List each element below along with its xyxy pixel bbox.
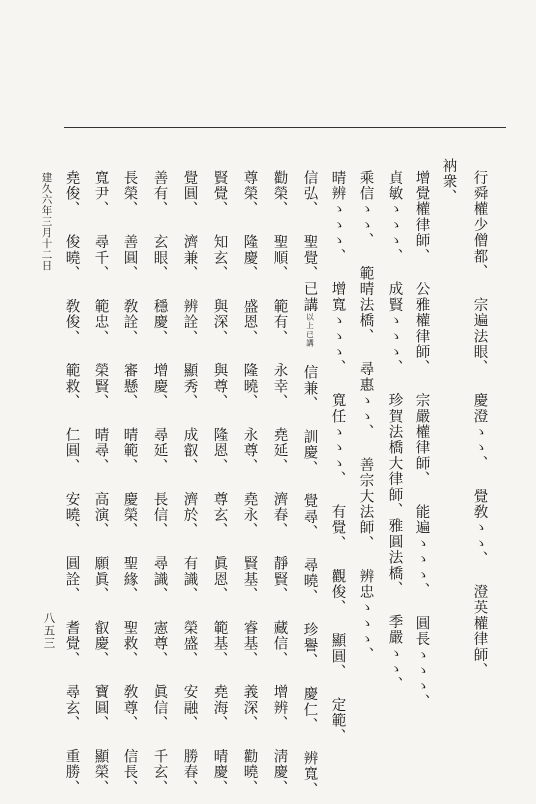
text-column-11: 覺圓、 濟兼、 辨詮、 顯秀、 成叡、 濟於、 有識、 榮盛、 安融、 勝春、 bbox=[181, 170, 198, 796]
column-7-part-a: 信弘、 聖覺、已講 bbox=[301, 170, 318, 313]
text-column-1: 行舜權少僧都、 宗遍法眼、 慶澄ゝゝ、 覺敎ゝゝ、 澄英權律師、 bbox=[471, 170, 488, 679]
document-date: 建久六年三月十二日 bbox=[40, 172, 53, 271]
text-column-2: 衲衆、 bbox=[440, 158, 457, 206]
text-column-3: 增覺權律師、 公雅權律師、 宗嚴權律師、 能遍ゝゝゝ、 圓長ゝゝゝ、 bbox=[413, 170, 430, 710]
text-column-13: 長榮、 善圓、 敎詮、 審懸、 晴範、 慶榮、 聖緣、 聖救、 敎尊、 信長、 bbox=[121, 170, 138, 796]
text-column-14: 寬尹、 尋千、 範忠、 榮賢、 晴尋、 高演、 願眞、 叡慶、 寶圓、 顯榮、 bbox=[92, 170, 109, 796]
text-column-6: 晴辨ゝゝゝ、 增寬ゝゝゝ、 寬任ゝゝゝ、 有覺、 觀俊、 顯圓、 定範、 bbox=[329, 170, 346, 745]
text-column-5: 乘信ゝゝ、 範晴法橋、 尋惠ゝゝ、 善宗大法師、 辨忠ゝゝゝ、 bbox=[357, 170, 374, 663]
text-column-4: 貞敏ゝゝゝ、 成賢ゝゝゝ、 珍賀法橋大律師、雅圓法橋、 季嚴ゝゝ、 bbox=[386, 170, 403, 693]
text-column-9: 尊榮、 隆慶、 盛恩、 隆曉、 永尊、 堯永、 賢基、 睿基、 義深、 勸曉、 bbox=[241, 170, 258, 796]
text-column-15: 堯俊、 俊曉、 敎俊、 範救、 仁圓、 安曉、 圓詮、 耆覺、 尋玄、 重勝、 bbox=[63, 170, 80, 796]
top-rule bbox=[64, 127, 506, 128]
text-column-10: 賢覺、 知玄、 與深、 與尊、 隆恩、 尊玄、 眞恩、 範基、 堯海、 晴慶、 bbox=[211, 170, 228, 796]
text-column-7 bbox=[302, 170, 317, 798]
text-column-8: 勸榮、 聖順、 範有、 永幸、 堯延、 濟春、 靜賢、 藏信、 增辨、 淸慶、 bbox=[271, 170, 288, 796]
page-number: 八五三 bbox=[42, 612, 57, 650]
text-column-12: 善有、 玄眼、 穩慶、 增慶、 尋延、 長信、 尋識、 憲尊、 眞信、 千玄、 bbox=[151, 170, 168, 796]
lecture-note: 以上已講 bbox=[305, 312, 315, 348]
column-7-part-b: 信兼、 訓慶、 覺尋、 尋曉、 珍譽、 慶仁、 辨寬、 bbox=[301, 347, 318, 798]
